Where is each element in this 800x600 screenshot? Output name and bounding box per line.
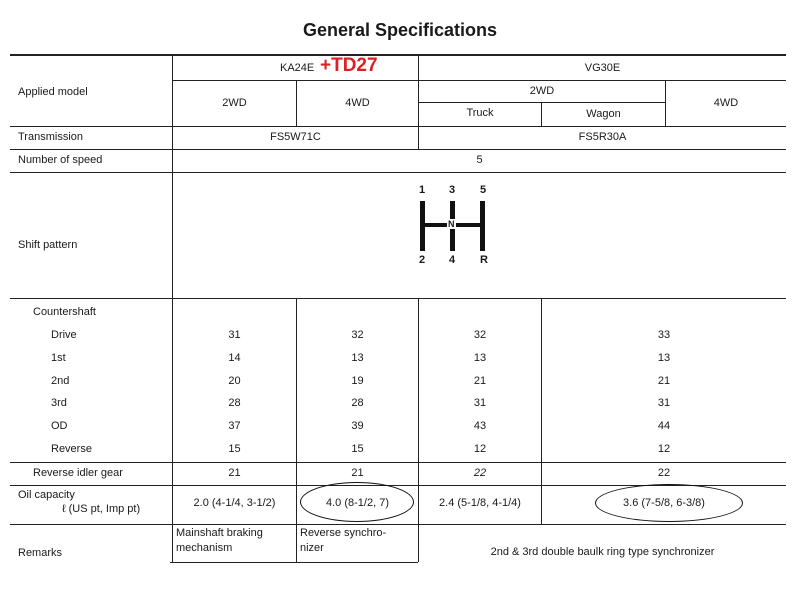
idler-value: 22 [657,467,671,479]
remarks-ka-2wd-line1: Mainshaft braking [176,527,263,539]
countershaft-value: 39 [351,420,364,433]
countershaft-value: 43 [473,420,487,433]
oil-label: Oil capacity [18,489,75,501]
shift-pattern-label: Shift pattern [18,239,78,251]
countershaft-value: 21 [657,374,671,387]
countershaft-row-label: Reverse [51,443,92,455]
truck-header: Truck [466,107,494,119]
oil-value: 2.0 (4-1/4, 3-1/2) [193,497,276,509]
oil-value: 4.0 (8-1/2, 7) [326,497,389,509]
highlight-oval [595,484,743,522]
idler-value: 21 [228,467,241,479]
countershaft-value: 32 [351,329,364,341]
transmission-vg: FS5R30A [578,131,627,143]
neutral-label: N [448,219,455,229]
rule-countershaft-top [10,298,786,299]
rule-remarks-bottom [170,562,418,563]
countershaft-value: 32 [473,329,487,341]
ka-2wd-header: 2WD [222,97,247,109]
rule-remarks-top [10,524,786,525]
countershaft-value: 12 [473,443,487,455]
vg-2wd-header: 2WD [529,85,555,97]
oil-unit: ℓ (US pt, Imp pt) [62,503,141,515]
countershaft-value: 21 [473,374,487,387]
gear-1: 1 [419,184,426,196]
countershaft-value: 31 [657,397,671,410]
countershaft-row-label: Drive [51,329,77,341]
oil-value: 3.6 (7-5/8, 6-3/8) [623,497,705,509]
countershaft-row-label: OD [51,420,68,433]
countershaft-value: 31 [473,397,487,410]
rule-speed-top [10,149,786,150]
rule-vg-2wd [419,102,665,103]
gear-3: 3 [449,184,456,196]
remarks-ka-4wd-line2: nizer [300,542,324,554]
remarks-ka-4wd-line1: Reverse synchro- [300,527,387,539]
countershaft-value: 19 [351,374,364,387]
highlight-oval [300,482,414,522]
page-title: General Specifications [302,20,498,40]
countershaft-value: 13 [657,351,671,364]
vg-4wd-header: 4WD [713,97,739,109]
wagon-header: Wagon [586,108,621,120]
countershaft-value: 14 [228,351,241,364]
gear-reverse: R [480,254,488,266]
speed-value: 5 [476,154,483,166]
td27-annotation: +TD27 [320,55,378,76]
vg30e-header: VG30E [584,62,621,74]
ka-4wd-header: 4WD [345,97,370,109]
countershaft-value: 15 [228,443,241,455]
idler-value: 22 [473,467,487,479]
countershaft-row-label: 1st [51,351,66,364]
rule-ka-vg-subheader [172,80,786,81]
countershaft-value: 13 [351,351,364,364]
rule-transmission-top [10,126,786,127]
countershaft-label: Countershaft [33,306,96,318]
idler-value: 21 [351,467,364,479]
rule-idler-top [10,462,786,463]
countershaft-value: 28 [228,397,241,410]
idler-label: Reverse idler gear [33,467,123,479]
remarks-vg: 2nd & 3rd double baulk ring type synchronizer [490,546,715,558]
transmission-ka: FS5W71C [270,131,321,143]
transmission-label: Transmission [18,131,83,143]
countershaft-value: 28 [351,397,364,410]
gear-2: 2 [419,254,426,266]
countershaft-value: 44 [657,420,671,433]
countershaft-value: 37 [228,420,241,433]
oil-value: 2.4 (5-1/8, 4-1/4) [439,497,521,509]
gear-4: 4 [449,254,456,266]
speed-label: Number of speed [18,154,103,166]
countershaft-row-label: 2nd [51,374,70,387]
countershaft-value: 12 [657,443,671,455]
rule-shift-top [10,172,786,173]
remarks-label: Remarks [18,547,63,559]
countershaft-value: 20 [228,374,241,387]
countershaft-value: 13 [473,351,487,364]
countershaft-value: 31 [228,329,241,341]
applied-model-label: Applied model [18,86,88,98]
remarks-ka-2wd-line2: mechanism [176,542,233,554]
countershaft-row-label: 3rd [51,397,67,410]
countershaft-value: 33 [657,329,671,341]
gear-5: 5 [480,184,487,196]
table-top-border [10,54,786,56]
ka24e-header: KA24E [280,62,315,74]
countershaft-value: 15 [351,443,364,455]
